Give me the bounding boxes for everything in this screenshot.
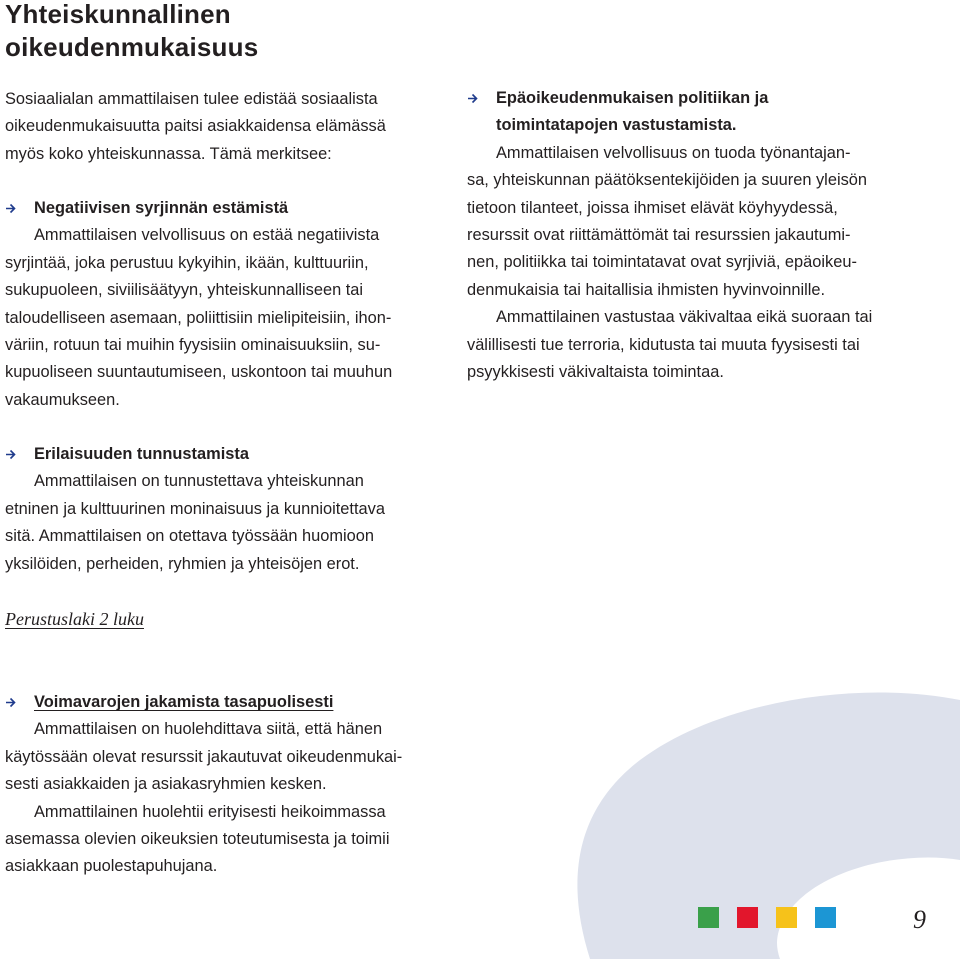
section-line: Ammattilaisen on huolehdittava siitä, että hänen [34,720,383,739]
section-line: tietoon tilanteet, joissa ihmiset elävät köyhyydessä, [467,198,838,217]
section-diversity [5,441,385,578]
law-reference [5,605,144,633]
blue-square [815,907,836,928]
arrow-right-icon [5,449,16,460]
section-heading [5,195,392,222]
section-line: taloudelliseen asemaan, poliittisiin mielipiteisiin, ihon- [5,308,392,327]
section-line: väriin, rotuun tai muihin fyysisiin ominaisuuksiin, su- [5,336,381,355]
section-line: psyykkisesti väkivaltaista toimintaa. [467,363,724,382]
section-line: käytössään olevat resurssit jakautuvat oikeudenmukai- [5,747,403,766]
section-line: nen, politiikka tai toimintatavat ovat syrjiviä, epäoikeu- [467,253,857,272]
intro-line: oikeudenmukaisuutta paitsi asiakkaidensa elämässä [5,117,386,136]
section-line: denmukaisia tai haitallisia ihmisten hyvinvoinnille. [467,280,826,299]
section-line: etninen ja kulttuurinen moninaisuus ja kunnioitettava [5,499,385,518]
section-line: sesti asiakkaiden ja asiakasryhmien kesken. [5,775,327,794]
section-unjust-policy [467,85,872,386]
section-line: välillisesti tue terroria, kidutusta tai muuta fyysisesti tai [467,335,860,354]
green-square [698,907,719,928]
section-heading [5,441,385,468]
section-line: Ammattilainen huolehtii erityisesti heikoimmassa [34,802,386,821]
section-resources [5,689,402,881]
section-line: syrjintää, joka perustuu kykyihin, ikään, kulttuuriin, [5,253,369,272]
arrow-right-icon [467,93,478,104]
page-title-line-2: oikeudenmukaisuus [5,32,259,62]
section-line: kupuoliseen suuntautumiseen, uskontoon tai muuhun [5,363,393,382]
law-reference-text: Perustuslaki 2 luku [5,609,144,629]
page-number: 9 [913,905,926,934]
section-heading [5,689,402,716]
section-heading-text: Negatiivisen syrjinnän estämistä [34,199,289,217]
intro-line: Sosiaalialan ammattilaisen tulee edistää sosiaalista [5,90,378,108]
section-heading-text: Voimavarojen jakamista tasapuolisesti [34,693,334,711]
section-line: vakaumukseen. [5,390,120,409]
section-line: Ammattilaisen velvollisuus on estää negatiivista [34,226,380,245]
section-heading-text: toimintatapojen vastustamista. [496,116,737,135]
page-title-line-1: Yhteiskunnallinen [5,0,231,29]
section-heading-text: Erilaisuuden tunnustamista [34,445,249,463]
arrow-right-icon [5,697,16,708]
section-line: Ammattilaisen velvollisuus on tuoda työnantajan- [496,143,851,162]
page-title [5,0,258,64]
color-squares [698,907,836,928]
section-heading-text: Epäoikeudenmukaisen politiikan ja [496,89,769,107]
section-heading [467,85,872,112]
arrow-right-icon [5,203,16,214]
section-line: asemassa olevien oikeuksien toteutumisesta ja toimii [5,830,390,849]
section-line: sa, yhteiskunnan päätöksentekijöiden ja suuren yleisön [467,171,868,190]
intro-paragraph [5,86,386,168]
intro-line: myös koko yhteiskunnassa. Tämä merkitsee: [5,144,332,163]
section-line: Ammattilainen vastustaa väkivaltaa eikä suoraan tai [496,308,873,327]
section-discrimination [5,195,392,414]
section-line: resurssit ovat riittämättömät tai resurssien jakautumi- [467,226,851,245]
section-heading-line-2 [467,112,872,139]
section-line: sukupuoleen, siviilisäätyyn, yhteiskunnalliseen tai [5,281,364,300]
section-line: Ammattilaisen on tunnustettava yhteiskunnan [34,472,364,491]
section-line: asiakkaan puolestapuhujana. [5,857,218,876]
yellow-square [776,907,797,928]
section-line: yksilöiden, perheiden, ryhmien ja yhteisöjen erot. [5,554,360,573]
section-line: sitä. Ammattilaisen on otettava työssään huomioon [5,527,374,546]
red-square [737,907,758,928]
